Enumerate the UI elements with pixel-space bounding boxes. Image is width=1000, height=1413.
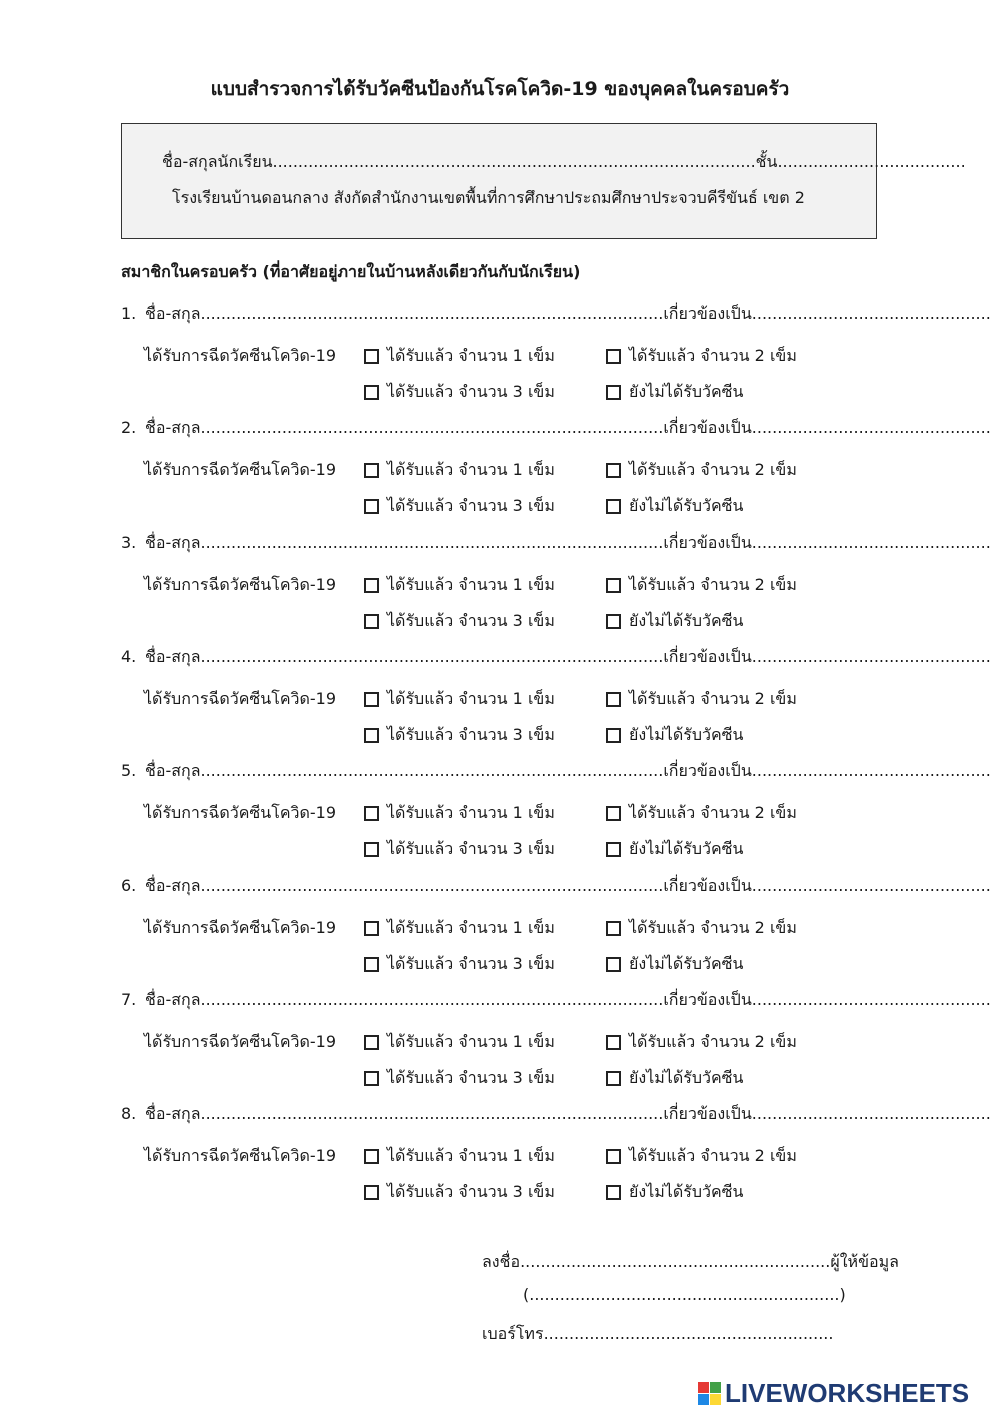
vaccine-label: ได้รับการฉีดวัคซีนโควิด-19 <box>144 918 337 937</box>
student-name-line <box>162 150 966 175</box>
dose-2-option[interactable] <box>606 687 797 712</box>
liveworksheets-logo <box>698 1378 969 1409</box>
option-label: ได้รับแล้ว จำนวน 1 เข็ม <box>387 918 555 937</box>
checkbox[interactable] <box>364 1035 379 1050</box>
section-heading: สมาชิกในครอบครัว (ที่อาศัยอยู่ภายในบ้านหลังเดียวกันกับนักเรียน) <box>121 262 581 281</box>
option-label: ได้รับแล้ว จำนวน 2 เข็ม <box>629 803 797 822</box>
relation-label: เกี่ยวข้องเป็น <box>663 1104 752 1123</box>
phone-label: เบอร์โทร <box>482 1324 544 1343</box>
relation-field[interactable]: ............................................... <box>751 647 991 666</box>
member-number: 1. <box>121 304 137 323</box>
option-label: ได้รับแล้ว จำนวน 2 เข็ม <box>629 1032 797 1051</box>
relation-label: เกี่ยวข้องเป็น <box>663 533 752 552</box>
member-name-field[interactable]: ........................................................................................... <box>200 304 664 323</box>
not-vaccinated-option[interactable] <box>606 837 743 862</box>
option-label: ได้รับแล้ว จำนวน 3 เข็ม <box>387 611 555 630</box>
informant-label: ผู้ให้ข้อมูล <box>830 1252 899 1271</box>
dose-2-option[interactable] <box>606 916 797 941</box>
dose-1-option[interactable] <box>364 916 555 941</box>
printed-name-field[interactable]: (.............................................................) <box>523 1285 846 1304</box>
member-name-row <box>121 759 991 784</box>
option-label: ได้รับแล้ว จำนวน 3 เข็ม <box>387 1182 555 1201</box>
dose-2-option[interactable] <box>606 573 797 598</box>
option-label: ได้รับแล้ว จำนวน 1 เข็ม <box>387 1146 555 1165</box>
vaccine-label: ได้รับการฉีดวัคซีนโควิด-19 <box>144 803 337 822</box>
checkbox[interactable] <box>364 614 379 629</box>
checkbox[interactable] <box>606 1149 621 1164</box>
member-number: 3. <box>121 533 137 552</box>
option-label: ได้รับแล้ว จำนวน 2 เข็ม <box>629 1146 797 1165</box>
member-name-label: ชื่อ-สกุล <box>145 647 201 666</box>
dose-2-option[interactable] <box>606 1144 797 1169</box>
sign-label: ลงชื่อ <box>482 1252 521 1271</box>
relation-field[interactable]: ............................................... <box>751 418 991 437</box>
checkbox[interactable] <box>606 1071 621 1086</box>
option-label: ได้รับแล้ว จำนวน 2 เข็ม <box>629 689 797 708</box>
member-block <box>0 874 1000 988</box>
relation-label: เกี่ยวข้องเป็น <box>663 647 752 666</box>
not-vaccinated-option[interactable] <box>606 1066 743 1091</box>
signature-line <box>482 1250 899 1275</box>
member-name-row <box>121 645 991 670</box>
member-block <box>0 759 1000 873</box>
option-label: ยังไม่ได้รับวัคซีน <box>629 1182 744 1201</box>
dose-2-option[interactable] <box>606 801 797 826</box>
logo-square-red <box>698 1382 709 1393</box>
member-block <box>0 416 1000 530</box>
not-vaccinated-option[interactable] <box>606 380 743 405</box>
member-block <box>0 988 1000 1102</box>
member-name-row <box>121 302 991 327</box>
member-name-label: ชื่อ-สกุล <box>145 761 201 780</box>
relation-field[interactable]: ............................................... <box>751 304 991 323</box>
member-name-row <box>121 874 991 899</box>
option-label: ยังไม่ได้รับวัคซีน <box>629 725 744 744</box>
option-label: ได้รับแล้ว จำนวน 1 เข็ม <box>387 1032 555 1051</box>
member-name-field[interactable]: ........................................................................................... <box>200 990 664 1009</box>
checkbox[interactable] <box>364 806 379 821</box>
dose-3-option[interactable] <box>364 1180 555 1205</box>
dose-1-option[interactable] <box>364 573 555 598</box>
relation-label: เกี่ยวข้องเป็น <box>663 304 752 323</box>
checkbox[interactable] <box>606 385 621 400</box>
checkbox[interactable] <box>364 728 379 743</box>
checkbox[interactable] <box>364 692 379 707</box>
relation-field[interactable]: ............................................... <box>751 761 991 780</box>
checkbox[interactable] <box>606 499 621 514</box>
option-label: ได้รับแล้ว จำนวน 3 เข็ม <box>387 725 555 744</box>
not-vaccinated-option[interactable] <box>606 609 743 634</box>
member-name-field[interactable]: ........................................................................................... <box>200 761 664 780</box>
option-label: ได้รับแล้ว จำนวน 2 เข็ม <box>629 575 797 594</box>
member-name-label: ชื่อ-สกุล <box>145 1104 201 1123</box>
member-name-row <box>121 1102 991 1127</box>
logo-mark-icon <box>698 1382 721 1405</box>
member-number: 6. <box>121 876 137 895</box>
checkbox[interactable] <box>606 806 621 821</box>
vaccine-label: ได้รับการฉีดวัคซีนโควิด-19 <box>144 575 337 594</box>
checkbox[interactable] <box>364 499 379 514</box>
checkbox[interactable] <box>364 1071 379 1086</box>
checkbox[interactable] <box>364 921 379 936</box>
member-name-row <box>121 988 991 1013</box>
not-vaccinated-option[interactable] <box>606 1180 743 1205</box>
member-name-row <box>121 531 991 556</box>
checkbox[interactable] <box>364 1149 379 1164</box>
dose-2-option[interactable] <box>606 458 797 483</box>
member-name-field[interactable]: ........................................................................................... <box>200 647 664 666</box>
member-number: 4. <box>121 647 137 666</box>
dose-2-option[interactable] <box>606 1030 797 1055</box>
vaccine-label: ได้รับการฉีดวัคซีนโควิด-19 <box>144 1032 337 1051</box>
dose-1-option[interactable] <box>364 801 555 826</box>
student-name-label: ชื่อ-สกุลนักเรียน <box>162 152 273 171</box>
checkbox[interactable] <box>364 463 379 478</box>
option-label: ได้รับแล้ว จำนวน 3 เข็ม <box>387 839 555 858</box>
dose-3-option[interactable] <box>364 723 555 748</box>
not-vaccinated-option[interactable] <box>606 494 743 519</box>
option-label: ยังไม่ได้รับวัคซีน <box>629 954 744 973</box>
vaccine-label: ได้รับการฉีดวัคซีนโควิด-19 <box>144 689 337 708</box>
dose-1-option[interactable] <box>364 1144 555 1169</box>
member-name-field[interactable]: ........................................................................................... <box>200 876 664 895</box>
checkbox[interactable] <box>606 463 621 478</box>
phone-field[interactable]: ......................................................... <box>543 1324 834 1343</box>
school-line: โรงเรียนบ้านดอนกลาง สังกัดสำนักงานเขตพื้นที่การศึกษาประถมศึกษาประจวบคีรีขันธ์ เขต 2 <box>172 188 805 207</box>
member-number: 8. <box>121 1104 137 1123</box>
logo-square-yellow <box>710 1394 721 1405</box>
member-block <box>0 645 1000 759</box>
page-title: แบบสำรวจการได้รับวัคซีนป้องกันโรคโควิด-19 ของบุคคลในครอบครัว <box>210 78 790 100</box>
relation-field[interactable]: ............................................... <box>751 990 991 1009</box>
logo-square-blue <box>698 1394 709 1405</box>
option-label: ยังไม่ได้รับวัคซีน <box>629 611 744 630</box>
dose-1-option[interactable] <box>364 458 555 483</box>
option-label: ยังไม่ได้รับวัคซีน <box>629 1068 744 1087</box>
student-info-box <box>121 123 966 239</box>
option-label: ได้รับแล้ว จำนวน 3 เข็ม <box>387 496 555 515</box>
option-label: ได้รับแล้ว จำนวน 1 เข็ม <box>387 575 555 594</box>
member-name-field[interactable]: ........................................................................................... <box>200 1104 664 1123</box>
student-name-field[interactable]: ............................................................................................... <box>272 152 756 171</box>
checkbox[interactable] <box>364 842 379 857</box>
option-label: ยังไม่ได้รับวัคซีน <box>629 839 744 858</box>
member-number: 5. <box>121 761 137 780</box>
dose-3-option[interactable] <box>364 952 555 977</box>
dose-3-option[interactable] <box>364 837 555 862</box>
option-label: ได้รับแล้ว จำนวน 1 เข็ม <box>387 689 555 708</box>
option-label: ยังไม่ได้รับวัคซีน <box>629 496 744 515</box>
relation-label: เกี่ยวข้องเป็น <box>663 876 752 895</box>
logo-text: LIVEWORKSHEETS <box>725 1378 970 1408</box>
dose-3-option[interactable] <box>364 609 555 634</box>
checkbox[interactable] <box>606 728 621 743</box>
member-name-row <box>121 416 991 441</box>
member-name-field[interactable]: ........................................................................................... <box>200 533 664 552</box>
relation-label: เกี่ยวข้องเป็น <box>663 418 752 437</box>
checkbox[interactable] <box>364 349 379 364</box>
relation-field[interactable]: ............................................... <box>751 876 991 895</box>
checkbox[interactable] <box>606 1035 621 1050</box>
phone-line <box>482 1322 833 1347</box>
vaccine-label: ได้รับการฉีดวัคซีนโควิด-19 <box>144 460 337 479</box>
relation-field[interactable]: ............................................... <box>751 1104 991 1123</box>
member-name-label: ชื่อ-สกุล <box>145 533 201 552</box>
dose-1-option[interactable] <box>364 344 555 369</box>
not-vaccinated-option[interactable] <box>606 952 743 977</box>
member-name-label: ชื่อ-สกุล <box>145 876 201 895</box>
option-label: ได้รับแล้ว จำนวน 1 เข็ม <box>387 346 555 365</box>
checkbox[interactable] <box>606 921 621 936</box>
relation-label: เกี่ยวข้องเป็น <box>663 761 752 780</box>
option-label: ได้รับแล้ว จำนวน 3 เข็ม <box>387 382 555 401</box>
dose-1-option[interactable] <box>364 687 555 712</box>
relation-label: เกี่ยวข้องเป็น <box>663 990 752 1009</box>
option-label: ได้รับแล้ว จำนวน 2 เข็ม <box>629 918 797 937</box>
member-number: 2. <box>121 418 137 437</box>
member-name-field[interactable]: ........................................................................................... <box>200 418 664 437</box>
checkbox[interactable] <box>606 1185 621 1200</box>
dose-3-option[interactable] <box>364 1066 555 1091</box>
dose-1-option[interactable] <box>364 1030 555 1055</box>
option-label: ได้รับแล้ว จำนวน 2 เข็ม <box>629 346 797 365</box>
vaccine-label: ได้รับการฉีดวัคซีนโควิด-19 <box>144 1146 337 1165</box>
class-label: ชั้น <box>755 152 778 171</box>
member-name-label: ชื่อ-สกุล <box>145 304 201 323</box>
member-block <box>0 302 1000 416</box>
option-label: ได้รับแล้ว จำนวน 1 เข็ม <box>387 803 555 822</box>
logo-square-green <box>710 1382 721 1393</box>
checkbox[interactable] <box>606 349 621 364</box>
checkbox[interactable] <box>606 957 621 972</box>
option-label: ได้รับแล้ว จำนวน 3 เข็ม <box>387 954 555 973</box>
checkbox[interactable] <box>364 385 379 400</box>
checkbox[interactable] <box>606 578 621 593</box>
checkbox[interactable] <box>606 614 621 629</box>
option-label: ได้รับแล้ว จำนวน 3 เข็ม <box>387 1068 555 1087</box>
option-label: ได้รับแล้ว จำนวน 1 เข็ม <box>387 460 555 479</box>
option-label: ยังไม่ได้รับวัคซีน <box>629 382 744 401</box>
relation-field[interactable]: ............................................... <box>751 533 991 552</box>
checkbox[interactable] <box>606 692 621 707</box>
member-block <box>0 1102 1000 1216</box>
not-vaccinated-option[interactable] <box>606 723 743 748</box>
dose-3-option[interactable] <box>364 494 555 519</box>
checkbox[interactable] <box>364 957 379 972</box>
dose-3-option[interactable] <box>364 380 555 405</box>
member-name-label: ชื่อ-สกุล <box>145 418 201 437</box>
checkbox[interactable] <box>364 578 379 593</box>
checkbox[interactable] <box>606 842 621 857</box>
option-label: ได้รับแล้ว จำนวน 2 เข็ม <box>629 460 797 479</box>
class-field[interactable]: ..................................... <box>777 152 966 171</box>
checkbox[interactable] <box>364 1185 379 1200</box>
member-number: 7. <box>121 990 137 1009</box>
member-name-label: ชื่อ-สกุล <box>145 990 201 1009</box>
member-block <box>0 531 1000 645</box>
dose-2-option[interactable] <box>606 344 797 369</box>
vaccine-label: ได้รับการฉีดวัคซีนโควิด-19 <box>144 346 337 365</box>
sign-field[interactable]: ............................................................. <box>520 1252 831 1271</box>
